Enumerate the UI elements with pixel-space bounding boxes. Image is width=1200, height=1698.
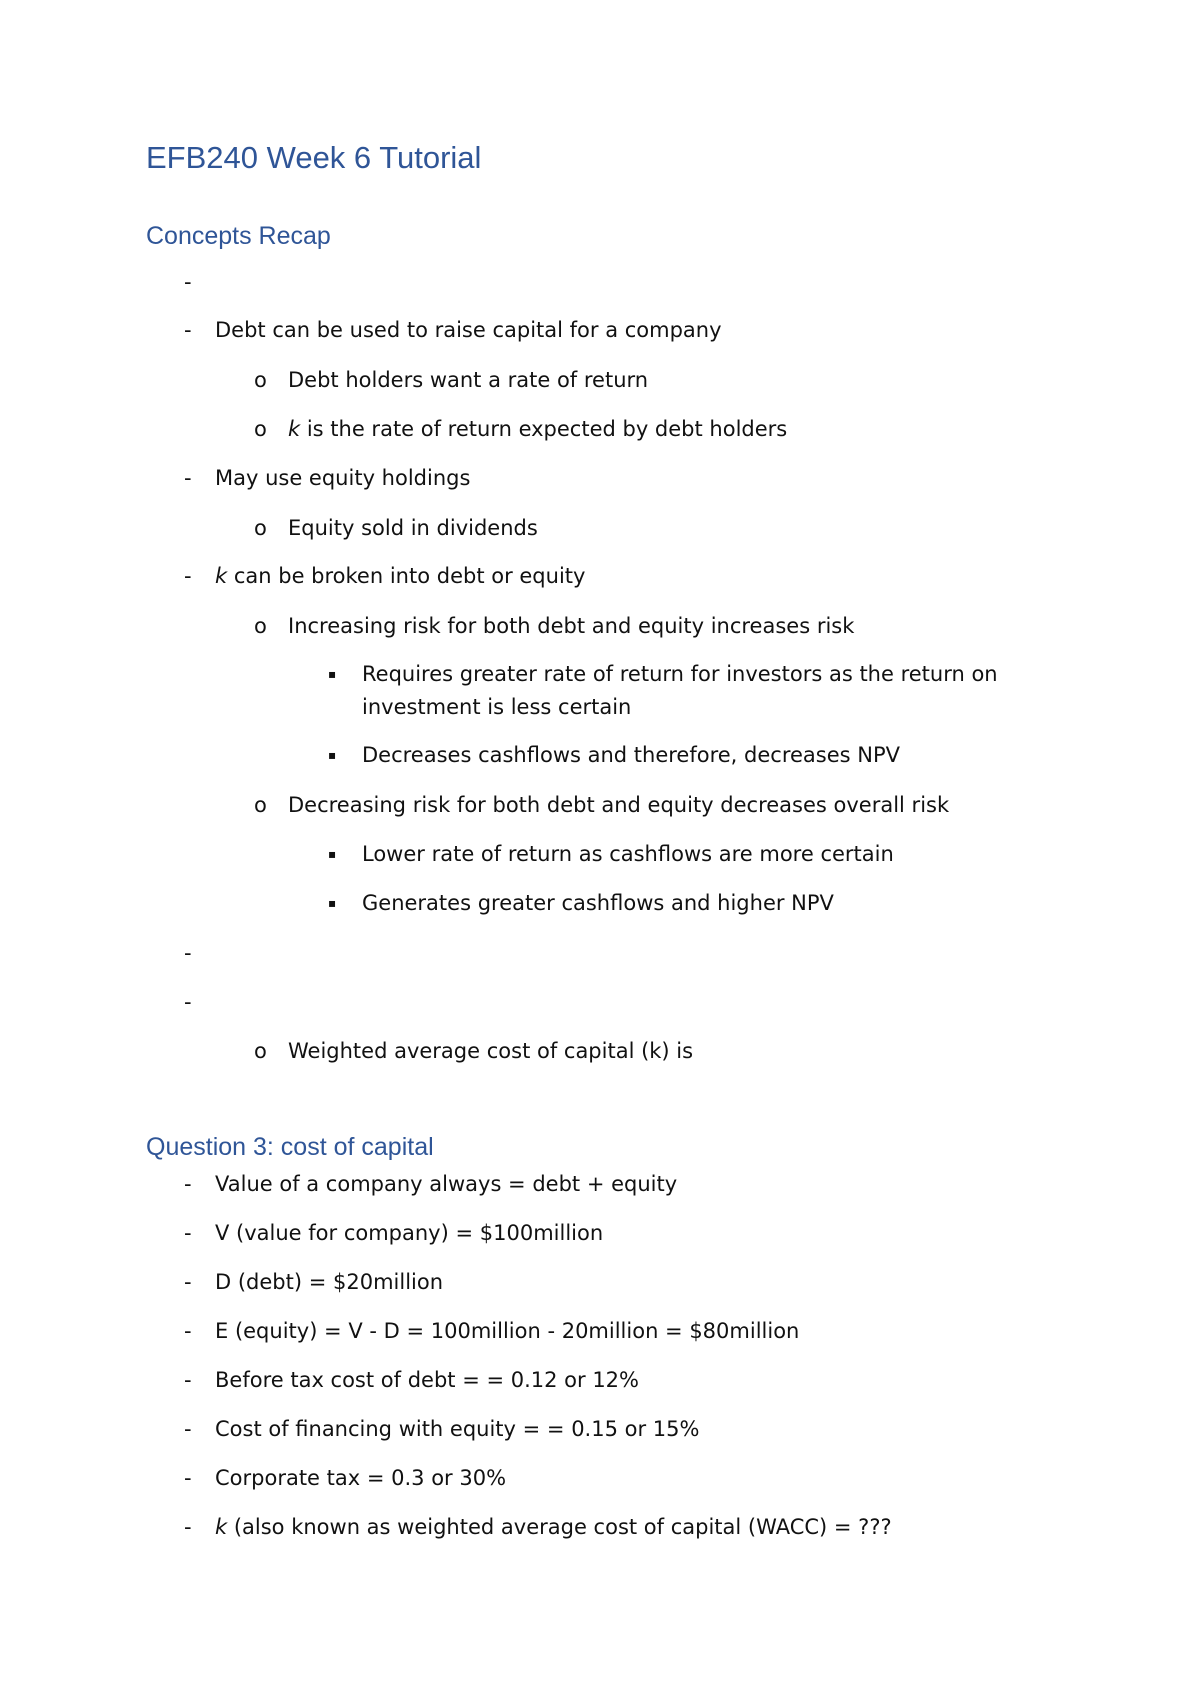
- bullet-circle: o: [254, 516, 267, 540]
- list-item-k-broken: [215, 560, 585, 592]
- list-item-generates-greater: Generates greater cashflows and higher NPV: [362, 891, 834, 915]
- list-item-decreases-cashflows: Decreases cashflows and therefore, decreases NPV: [362, 743, 901, 767]
- list-item-cost-equity: Cost of financing with equity = = 0.15 or 15%: [215, 1417, 700, 1441]
- list-item-value-company: Value of a company always = debt + equity: [215, 1172, 678, 1196]
- document-title: EFB240 Week 6 Tutorial: [146, 140, 482, 175]
- bullet-dash: -: [184, 1270, 192, 1294]
- list-item-d-debt: D (debt) = $20million: [215, 1270, 444, 1294]
- bullet-dash: -: [184, 270, 192, 294]
- bullet-square: ▪: [328, 896, 337, 910]
- bullet-dash: -: [184, 941, 192, 965]
- k-broken-text: can be broken into debt or equity: [227, 564, 586, 588]
- bullet-dash: -: [184, 564, 192, 588]
- k-symbol: k: [288, 417, 301, 441]
- k-symbol: k: [215, 1515, 228, 1539]
- list-item-debt-intro: Debt can be used to raise capital for a company: [215, 318, 722, 342]
- bullet-dash: -: [184, 1368, 192, 1392]
- bullet-dash: -: [184, 1221, 192, 1245]
- bullet-circle: o: [254, 1039, 267, 1063]
- bullet-dash: -: [184, 318, 192, 342]
- bullet-dash: -: [184, 1515, 192, 1539]
- list-item-k-also: [215, 1511, 892, 1543]
- list-item-requires-greater-line2: investment is less certain: [362, 695, 632, 719]
- bullet-circle: o: [254, 417, 267, 441]
- k-also-text: (also known as weighted average cost of capital (WACC) = ???: [227, 1515, 892, 1539]
- list-item-requires-greater-line1: Requires greater rate of return for investors as the return on: [362, 662, 998, 686]
- bullet-dash: -: [184, 990, 192, 1014]
- list-item-before-tax: Before tax cost of debt = = 0.12 or 12%: [215, 1368, 639, 1392]
- bullet-dash: -: [184, 1466, 192, 1490]
- bullet-square: ▪: [328, 847, 337, 861]
- list-item-equity-holdings: May use equity holdings: [215, 466, 471, 490]
- k-rate-text: is the rate of return expected by debt holders: [300, 417, 788, 441]
- list-item-corporate-tax: Corporate tax = 0.3 or 30%: [215, 1466, 507, 1490]
- list-item-v-value: V (value for company) = $100million: [215, 1221, 604, 1245]
- bullet-circle: o: [254, 368, 267, 392]
- bullet-circle: o: [254, 793, 267, 817]
- k-symbol: k: [215, 564, 228, 588]
- section-heading-concepts-recap: Concepts Recap: [146, 222, 331, 250]
- section-heading-question-3: Question 3: cost of capital: [146, 1133, 434, 1161]
- bullet-dash: -: [184, 466, 192, 490]
- bullet-dash: -: [184, 1172, 192, 1196]
- list-item-wacc-is: Weighted average cost of capital (k) is: [288, 1039, 694, 1063]
- list-item-decreasing-risk: Decreasing risk for both debt and equity decreases overall risk: [288, 793, 950, 817]
- list-item-increasing-risk: Increasing risk for both debt and equity increases risk: [288, 614, 855, 638]
- list-item-lower-rate: Lower rate of return as cashflows are more certain: [362, 842, 894, 866]
- list-item-e-equity: E (equity) = V - D = 100million - 20million = $80million: [215, 1319, 800, 1343]
- bullet-square: ▪: [328, 748, 337, 762]
- bullet-circle: o: [254, 614, 267, 638]
- list-item-equity-sold: Equity sold in dividends: [288, 516, 538, 540]
- bullet-dash: -: [184, 1319, 192, 1343]
- bullet-square: ▪: [328, 667, 337, 681]
- list-item-k-rate: [288, 413, 787, 445]
- list-item-debt-holders: Debt holders want a rate of return: [288, 368, 649, 392]
- bullet-dash: -: [184, 1417, 192, 1441]
